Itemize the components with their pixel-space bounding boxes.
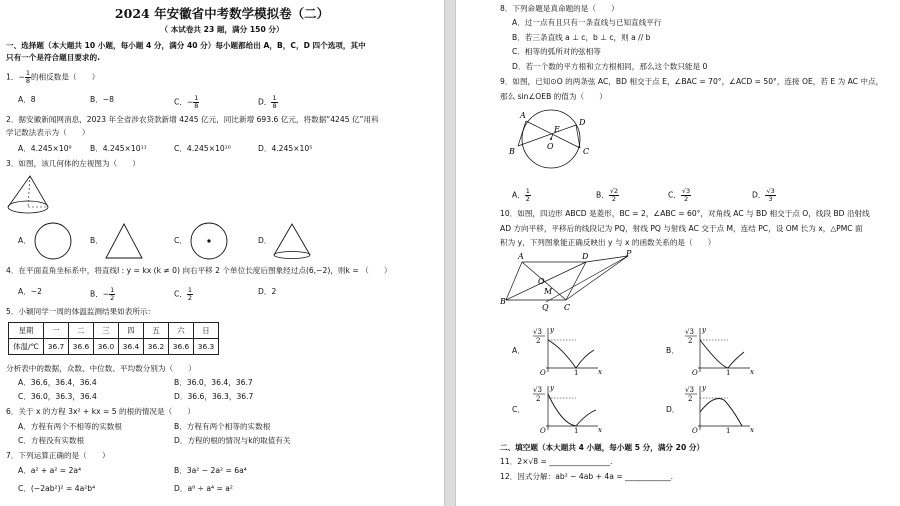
q4-option-d[interactable]: D．2: [258, 287, 277, 296]
graph-2-label: 2: [688, 337, 693, 345]
table-cell: 36.7: [44, 339, 69, 355]
q3-option-c-circle-dot: [188, 222, 230, 260]
graph-sqrt3-label: √3: [685, 328, 694, 336]
graph-sqrt3-label: √3: [685, 386, 694, 394]
section2-heading: 二、填空题（本大题共 4 小题，每小题 5 分，满分 20 分）: [500, 443, 705, 452]
q10-label-q: Q: [542, 303, 549, 312]
q10-stem: 10．如图，四边形 ABCD 是菱形，BC = 2，∠ABC = 60°，对角线 AC 与 BD 相交于点 O，线段 BD 沿射线: [500, 209, 870, 218]
q9-label-a: A: [520, 111, 526, 120]
q10-option-d[interactable]: D．: [666, 405, 680, 414]
function-curve: [700, 340, 744, 368]
q9-stem: 9．如图，已知⊙O 的两条弦 AC，BD 相交于点 E，∠BAC = 70°，∠ACD = 50°，连接 OE，若 E 为 AC 中点，: [500, 77, 884, 86]
table-cell: 36.4: [119, 339, 144, 355]
q6-option-b[interactable]: B．方程有两个相等的实数根: [174, 422, 271, 431]
q9-option-a[interactable]: A． $\frac{1}{2}$: [512, 187, 530, 203]
q9-option-b[interactable]: B． $\frac{√2}{2}$: [596, 187, 619, 203]
q2-stem: 2．据安徽新闻网消息，2023 年全省涉农贷款新增 4245 亿元，同比新增 693.6 亿元，将数据“4245 亿”用科: [6, 115, 379, 124]
graph-2-label: 2: [536, 395, 541, 403]
q3-option-d[interactable]: D．: [258, 236, 272, 245]
graph-x-label: x: [598, 368, 602, 376]
q6-stem: 6．关于 x 的方程 3x² + kx = 5 的根的情况是（ ）: [6, 407, 195, 416]
graph-y-label: y: [702, 384, 706, 392]
q8-option-c[interactable]: C．相等的弧所对的弦相等: [512, 47, 601, 56]
q10-graph-c: [532, 384, 602, 435]
graph-y-label: y: [550, 326, 554, 334]
table-row-temperature: [9, 339, 219, 355]
q10-label-m: M: [544, 287, 553, 296]
temperature-table: [8, 322, 219, 355]
graph-origin-label: O: [540, 427, 546, 435]
q1-stem: 1．− $\frac{1}{8}$ 的相反数是（ ）: [6, 69, 100, 85]
q9-label-c: C: [583, 147, 590, 156]
q5-question: 分析表中的数据，众数、中位数、平均数分别为（ ）: [6, 364, 196, 373]
q3-option-b[interactable]: B．: [90, 236, 103, 245]
q9-label-b: B: [509, 147, 515, 156]
q10-label-c: C: [564, 303, 571, 312]
left-page: [0, 0, 444, 506]
table-cell: 36.2: [144, 339, 169, 355]
q6-option-d[interactable]: D．方程的根的情况与k的取值有关: [174, 436, 291, 445]
q7-option-b[interactable]: B．3a² − 2a² = 6a⁴: [174, 466, 247, 475]
table-cell: 一: [44, 323, 69, 339]
q3-cone-figure: [6, 174, 54, 218]
q10-option-a[interactable]: A．: [512, 346, 525, 355]
q9-circle-figure: [508, 108, 594, 170]
q5-option-a[interactable]: A．36.6，36.4，36.4: [18, 378, 97, 387]
q3-option-d-cone-view: [272, 222, 312, 260]
table-cell: 五: [144, 323, 169, 339]
q5-option-c[interactable]: C．36.0，36.3，36.4: [18, 392, 97, 401]
q12: 12．因式分解：ab² − 4ab + 4a = ____________.: [500, 472, 674, 481]
section1-heading-cont: 只有一个是符合题目要求的.: [6, 53, 101, 62]
q3-option-c[interactable]: C．: [174, 236, 187, 245]
function-curve: [548, 394, 596, 426]
section1-heading: 一、选择题（本大题共 10 小题，每小题 4 分，满分 40 分）每小题都给出 A，B，C，D 四个选项，其中: [6, 41, 366, 50]
q9-label-o: O: [547, 142, 554, 151]
exam-title: 2024 年安徽省中考数学模拟卷（二）: [114, 6, 330, 21]
q10-label-d: D: [582, 252, 589, 261]
graph-sqrt3-label: √3: [533, 328, 542, 336]
graph-origin-label: O: [540, 369, 546, 377]
q7-stem: 7．下列运算正确的是（ ）: [6, 451, 110, 460]
q8-option-a[interactable]: A．过一点有且只有一条直线与已知直线平行: [512, 18, 662, 27]
q10-graph-d: [684, 384, 754, 435]
q7-option-a[interactable]: A．a² + a² = 2a⁴: [18, 466, 82, 475]
graph-one-label: 1: [574, 427, 579, 435]
q1-option-a[interactable]: A．8: [18, 95, 36, 104]
graph-y-label: y: [550, 384, 554, 392]
q8-option-d[interactable]: D．若一个数的平方根和立方根相同，那么这个数只能是 0: [512, 62, 708, 71]
q4-option-a[interactable]: A．−2: [18, 287, 42, 296]
q3-stem: 3．如图，该几何体的左视图为（ ）: [6, 159, 140, 168]
q10-label-b: B: [500, 297, 506, 306]
q6-option-a[interactable]: A．方程有两个不相等的实数根: [18, 422, 122, 431]
q1-option-b[interactable]: B．−8: [90, 95, 114, 104]
q3-option-a-circle: [32, 222, 74, 260]
q10-option-c[interactable]: C．: [512, 405, 525, 414]
q9-label-e: E: [554, 125, 560, 134]
q10-graph-b: [684, 326, 754, 377]
q10-graph-a: [532, 326, 602, 377]
q3-option-a[interactable]: A．: [18, 236, 31, 245]
q2-option-b[interactable]: B．4.245×10¹¹: [90, 144, 147, 153]
graph-one-label: 1: [726, 427, 731, 435]
q7-option-d[interactable]: D．a⁸ ÷ a⁴ = a²: [174, 484, 233, 493]
graph-origin-label: O: [692, 427, 698, 435]
q6-option-c[interactable]: C．方程没有实数根: [18, 436, 85, 445]
table-row-weekday: [9, 323, 219, 339]
q10-stem-cont: AD 方向平移，平移后的线段记为 PQ，射线 PQ 与射线 AC 交于点 M，连结 PC，设 OM 长为 x，△PMC 面: [500, 224, 863, 233]
q10-stem-cont2: 积为 y，下列图象能正确反映出 y 与 x 的函数关系的是（ ）: [500, 238, 716, 247]
graph-x-label: x: [750, 368, 754, 376]
q7-option-c[interactable]: C．(−2ab²)² = 4a²b⁴: [18, 484, 96, 493]
q10-option-b[interactable]: B．: [666, 346, 679, 355]
table-cell: 36.6: [169, 339, 194, 355]
table-cell: 四: [119, 323, 144, 339]
graph-2-label: 2: [536, 337, 541, 345]
function-curve: [700, 399, 742, 427]
function-curve: [548, 340, 594, 368]
table-cell: 体温/℃: [9, 339, 44, 355]
q11: 11．2×√8 = ________________.: [500, 457, 613, 466]
q5-option-d[interactable]: D．36.6，36.3，36.7: [174, 392, 254, 401]
graph-2-label: 2: [688, 395, 693, 403]
q10-rhombus-figure: [500, 250, 634, 312]
q10-label-o: O: [538, 277, 545, 286]
table-cell: 日: [194, 323, 219, 339]
table-cell: 二: [69, 323, 94, 339]
page-gap: [444, 0, 456, 506]
q4-option-b[interactable]: B．− $\frac{1}{2}$: [90, 286, 115, 302]
q4-stem: 4．在平面直角坐标系中，将直线l : y = kx (k ≠ 0) 向右平移 2 个单位长度后图象经过点(6,−2)，则k = （ ）: [6, 266, 392, 275]
q10-label-p: P: [626, 249, 632, 258]
q2-stem-cont: 学记数法表示为（ ）: [6, 128, 90, 137]
q9-option-d[interactable]: D． $\frac{√3}{3}$: [752, 187, 775, 203]
graph-x-label: x: [750, 426, 754, 434]
q1-option-d[interactable]: D． $\frac{1}{8}$: [258, 94, 277, 110]
table-cell: 三: [94, 323, 119, 339]
q9-stem-cont: 那么 sin∠OEB 的值为（ ）: [500, 92, 607, 101]
q5-option-b[interactable]: B．36.0，36.4，36.7: [174, 378, 253, 387]
table-cell: 36.0: [94, 339, 119, 355]
q4-option-c[interactable]: C． $\frac{1}{2}$: [174, 286, 193, 302]
table-cell: 六: [169, 323, 194, 339]
exam-subtitle: （ 本试卷共 23 题，满分 150 分）: [160, 25, 284, 34]
q8-option-b[interactable]: B．若三条直线 a ⊥ c，b ⊥ c，则 a // b: [512, 33, 651, 42]
q10-label-a: A: [518, 252, 524, 261]
q2-option-a[interactable]: A．4.245×10⁹: [18, 144, 72, 153]
table-cell: 星期: [9, 323, 44, 339]
q5-stem: 5．小颖同学一周的体温监测结果如表所示：: [6, 307, 156, 316]
q8-stem: 8．下列命题是真命题的是（ ）: [500, 4, 619, 13]
q2-option-c[interactable]: C．4.245×10¹⁰: [174, 144, 231, 153]
graph-y-label: y: [702, 326, 706, 334]
q2-option-d[interactable]: D．4.245×10⁵: [258, 144, 313, 153]
q9-label-d: D: [579, 118, 586, 127]
graph-one-label: 1: [726, 369, 731, 377]
table-cell: 36.3: [194, 339, 219, 355]
q3-option-b-triangle: [104, 222, 144, 260]
q1-option-c[interactable]: C．− $\frac{1}{8}$: [174, 94, 199, 110]
q9-option-c[interactable]: C． $\frac{√3}{2}$: [668, 187, 691, 203]
right-page: [456, 0, 900, 506]
graph-x-label: x: [598, 426, 602, 434]
table-cell: 36.6: [69, 339, 94, 355]
graph-sqrt3-label: √3: [533, 386, 542, 394]
graph-one-label: 1: [574, 369, 579, 377]
graph-origin-label: O: [692, 369, 698, 377]
